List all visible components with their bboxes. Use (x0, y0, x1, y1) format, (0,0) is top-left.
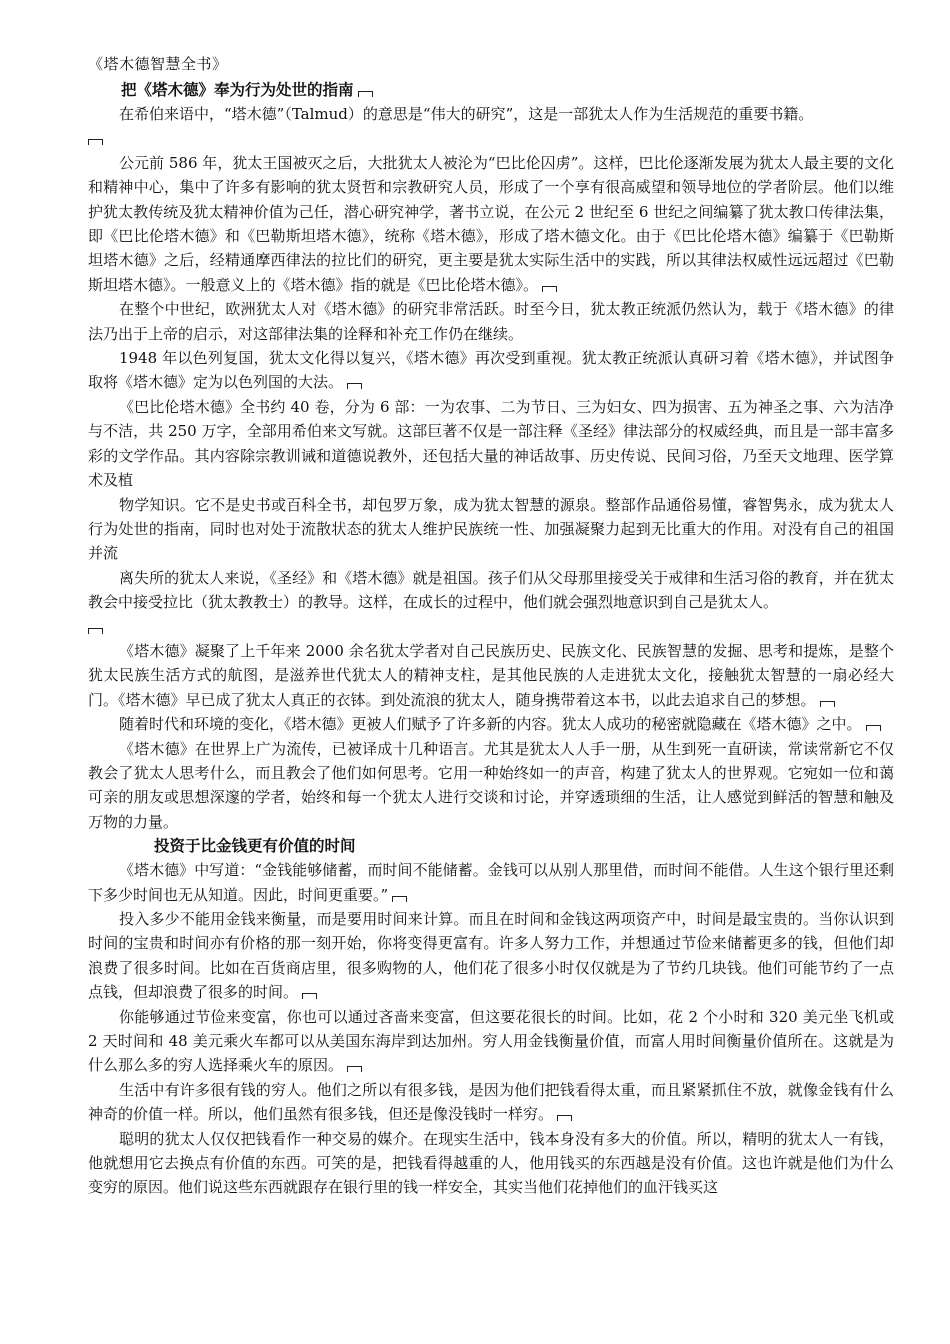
paragraph-mark-line (88, 615, 894, 639)
paragraph: 《巴比伦塔木德》全书约 40 卷，分为 6 部：一为农事、二为节日、三为妇女、四为损害、五为神圣之事、六为洁净与不洁，共 250 万字，全部用希伯来文写就。这部巨著不仅是一部注释《圣经》律法部分的权威经典，而且是一部丰富多彩的文学作品。其内容除宗教训诫和道德说教外，还包括大量的神话故事、历史传说、民间习俗，乃至天文地理、医学算术及植 (88, 397, 894, 490)
paragraph: 《塔木德》凝聚了上千年来 2000 余名犹太学者对自己民族历史、民族文化、民族智慧的发掘、思考和提炼，是整个犹太民族生活方式的航图，是滋养世代犹太人的精神支柱，是其他民族的人走进犹太文化，接触犹太智慧的一扇必经大门。《塔木德》早已成了犹太人真正的衣钵。到处流浪的犹太人，随身携带着这本书，以此去追求自己的梦想。 (88, 641, 894, 709)
paragraph: 你能够通过节俭来变富，你也可以通过吝啬来变富，但这要花很长的时间。比如，花 2 个小时和 320 美元坐飞机或 2 天时间和 48 美元乘火车都可以从美国东海岸到达加州。穷人用金钱衡量价值，而富人用时间衡量价值所在。这就是为什么那么多的穷人选择乘火车的原因。 (88, 1007, 894, 1075)
paragraph-mark-icon (358, 91, 373, 97)
paragraph-mark-icon (302, 993, 317, 999)
paragraph-mark-line (88, 126, 894, 150)
paragraph: 物学知识。它不是史书或百科全书，却包罗万象，成为犹太智慧的源泉。整部作品通俗易懂，睿智隽永，成为犹太人行为处世的指南，同时也对处于流散状态的犹太人维护民族统一性、加强凝聚力起到无比重大的作用。对没有自己的祖国并流 (88, 495, 894, 563)
paragraph: 离失所的犹太人来说，《圣经》和《塔木德》就是祖国。孩子们从父母那里接受关于戒律和生活习俗的教育，并在犹太教会中接受拉比（犹太教教士）的教导。这样，在成长的过程中，他们就会强烈地意识到自己是犹太人。 (88, 568, 894, 612)
paragraph-mark-icon (347, 1066, 362, 1072)
paragraph: 聪明的犹太人仅仅把钱看作一种交易的媒介。在现实生活中，钱本身没有多大的价值。所以，精明的犹太人一有钱，他就想用它去换点有价值的东西。可笑的是，把钱看得越重的人，他用钱买的东西越是没有价值。这也许就是他们为什么变穷的原因。他们说这些东西就跟存在银行里的钱一样安全，其实当他们花掉他们的血汗钱买这 (88, 1129, 894, 1197)
section-heading-guide-text: 把《塔木德》奉为行为处世的指南 (121, 81, 354, 99)
paragraph: 投入多少不能用金钱来衡量，而是要用时间来计算。而且在时间和金钱这两项资产中，时间是最宝贵的。当你认识到时间的宝贵和时间亦有价格的那一刻开始，你将变得更富有。许多人努力工作，并想通过节俭来储蓄更多的钱，但他们却浪费了很多时间。比如在百货商店里，很多购物的人，他们花了很多小时仅仅就是为了节约几块钱。他们可能节约了一点点钱，但却浪费了很多的时间。 (88, 910, 894, 1002)
paragraph-mark-icon (820, 701, 835, 707)
paragraph: 在整个中世纪，欧洲犹太人对《塔木德》的研究非常活跃。时至今日，犹太教正统派仍然认为，载于《塔木德》的律法乃出于上帝的启示，对这部律法集的诠释和补充工作仍在继续。 (88, 300, 894, 343)
paragraph-mark-icon (557, 1115, 572, 1121)
paragraph: 生活中有许多很有钱的穷人。他们之所以有很多钱，是因为他们把钱看得太重，而且紧紧抓住不放，就像金钱有什么神奇的价值一样。所以，他们虽然有很多钱，但还是像没钱时一样穷。 (88, 1080, 894, 1124)
paragraph-mark-icon (88, 628, 103, 634)
paragraph: 《塔木德》中写道：“金钱能够储蓄，而时间不能储蓄。金钱可以从别人那里借，而时间不能借。人生这个银行里还剩下多少时间也无从知道。因此，时间更重要。” (88, 861, 894, 904)
paragraph: 1948 年以色列复国，犹太文化得以复兴，《塔木德》再次受到重视。犹太教正统派认真研习着《塔木德》，并试图争取将《塔木德》定为以色列国的大法。 (88, 349, 894, 392)
section-heading-time: 投资于比金钱更有价值的时间 (154, 837, 356, 856)
paragraph-mark-icon (542, 286, 557, 292)
paragraph: 公元前 586 年，犹太王国被灭之后，大批犹太人被沦为“巴比伦囚虏”。这样，巴比伦逐渐发展为犹太人最主要的文化和精神中心，集中了许多有影响的犹太贤哲和宗教研究人员，形成了一个享有很高威望和领导地位的学者阶层。他们以维护犹太教传统及犹太精神价值为己任，潜心研究神学，著书立说，在公元 2 世纪至 6 世纪之间编纂了犹太教口传律法集，即《巴比伦塔木德》和《巴勒斯坦塔木德》，统称《塔木德》，形成了塔木德文化。由于《巴比伦塔木德》编纂于《巴勒斯坦塔木德》之后，经精通摩西律法的拉比们的研究，更主要是犹太实际生活中的实践，所以其律法权威性远远超过《巴勒斯坦塔木德》。一般意义上的《塔木德》指的就是《巴比伦塔木德》。 (88, 153, 894, 294)
paragraph-mark-icon (347, 383, 362, 389)
paragraph-mark-icon (88, 139, 103, 145)
paragraph: 在希伯来语中，“塔木德”（Talmud）的意思是“伟大的研究”，这是一部犹太人作为生活规范的重要书籍。 (119, 105, 814, 123)
section-heading-guide (88, 78, 894, 102)
paragraph-mark-icon (392, 896, 407, 902)
document-page (88, 52, 894, 1200)
paragraph: 随着时代和环境的变化，《塔木德》更被人们赋予了许多新的内容。犹太人成功的秘密就隐藏在《塔木德》之中。 (88, 712, 894, 736)
paragraph: 《塔木德》在世界上广为流传，已被译成十几种语言。尤其是犹太人人手一册，从生到死一直研读，常读常新它不仅教会了犹太人思考什么，而且教会了他们如何思考。它用一种始终如一的声音，构建了犹太人的世界观。它宛如一位和蔼可亲的朋友或思想深邃的学者，始终和每一个犹太人进行交谈和讨论，并穿透琐细的生活，让人感觉到鲜活的智慧和触及万物的力量。 (88, 739, 894, 831)
paragraph-mark-icon (866, 725, 881, 731)
document-title: 《塔木德智慧全书》 (88, 55, 228, 73)
